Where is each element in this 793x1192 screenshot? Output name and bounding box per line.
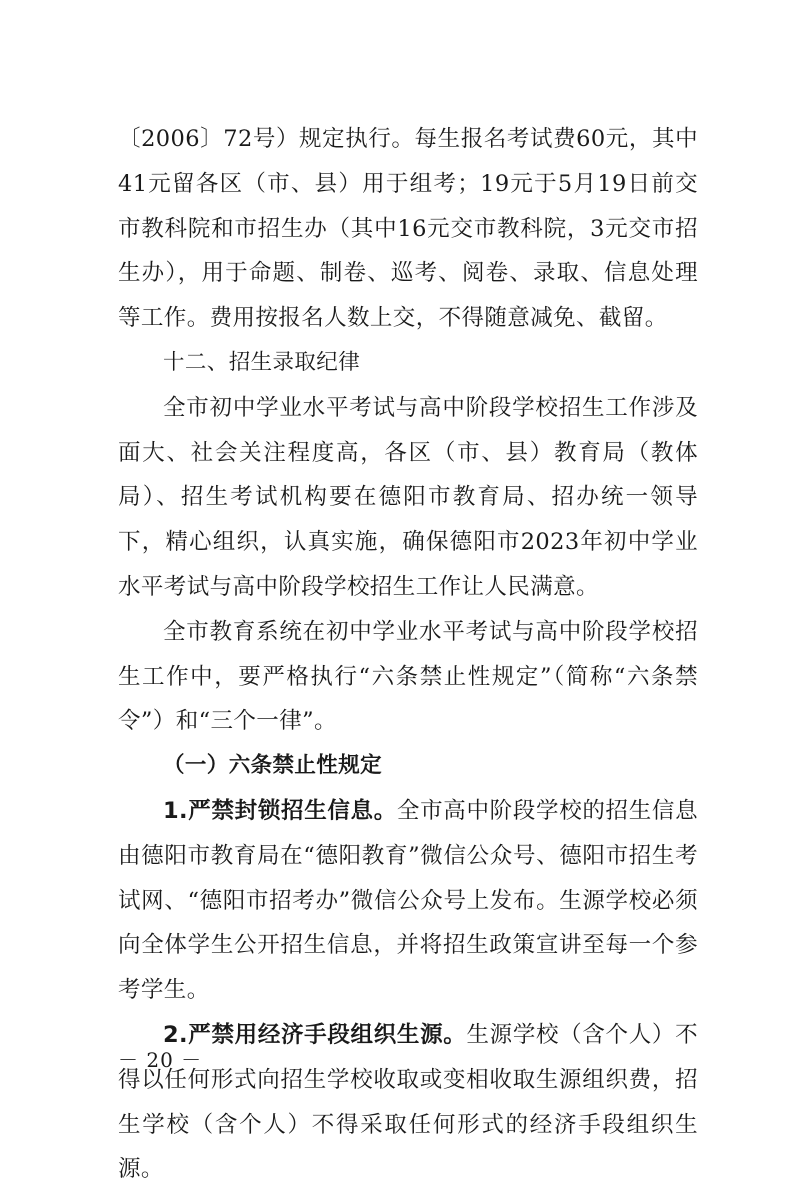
paragraph-six-prohibitions-intro: 全市教育系统在初中学业水平考试与高中阶段学校招生工作中，要严格执行“六条禁止性规定”（简称“六条禁令”）和“三个一律”。 xyxy=(118,618,698,735)
paragraph-enrollment-overview: 全市初中学业水平考试与高中阶段学校招生工作涉及面大、社会关注程度高，各区（市、县）教育局（教体局）、招生考试机构要在德阳市教育局、招办统一领导下，精心组织，认真实施，确保德阳市2023年初中学业水平考试与高中阶段学校招生工作让人民满意。 xyxy=(118,394,698,600)
list-item-prohibition-2 xyxy=(118,1013,698,1192)
prohibition-2-text: 生源学校（含个人）不得以任何形式向招生学校收取或变相收取生源组织费，招生学校（含个人）不得采取任何形式的经济手段组织生源。 xyxy=(118,1021,698,1183)
paragraph-fee-rules: 〔2006〕72号）规定执行。每生报名考试费60元，其中41元留各区（市、县）用于组考；19元于5月19日前交市教科院和市招生办（其中16元交市教科院，3元交市招生办），用于命题、制卷、巡考、阅卷、录取、信息处理等工作。费用按报名人数上交，不得随意减免、截留。 xyxy=(118,126,698,332)
document-body xyxy=(118,117,698,1192)
list-item-prohibition-1 xyxy=(118,789,698,1013)
subsection-heading-six-prohibitions: （一）六条禁止性规定 xyxy=(163,753,383,779)
prohibition-1-text: 全市高中阶段学校的招生信息由德阳市教育局在“德阳教育”微信公众号、德阳市招生考试网、“德阳市招考办”微信公众号上发布。生源学校必须向全体学生公开招生信息，并将招生政策宣讲至每一个参考学生。 xyxy=(118,797,698,1004)
prohibition-2-lead: 2.严禁用经济手段组织生源。 xyxy=(163,1021,467,1048)
prohibition-1-lead: 1.严禁封锁招生信息。 xyxy=(163,797,397,824)
section-heading-enrollment-discipline: 十二、招生录取纪律 xyxy=(163,349,361,375)
page-number: － 20 － xyxy=(118,1048,203,1072)
